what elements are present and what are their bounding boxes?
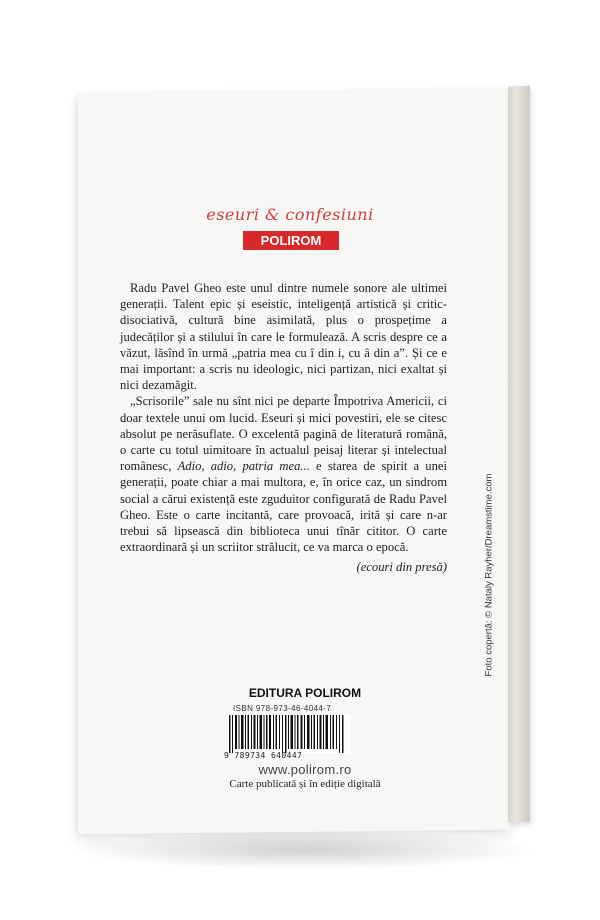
website-link[interactable]: www.polirom.ro [258,762,352,777]
publisher-badge: POLIROM [243,231,339,250]
blurb-paragraph-2-end: e starea de spirit a unei generații, poate chiar a mai multora, e, în orice caz, un sindrom social a cărui existență este zguduitor configurată de Radu Pavel Gheo. Este o carte incitantă, care provoacă, irită și care n-ar trebui să lipsească din biblioteca unui tînăr cititor. O carte extraordinară și un scriitor strălucit, ce va marca o epocă. [120,459,447,555]
blurb-paragraph-1: Radu Pavel Gheo este unul dintre numele sonore ale ultimei generații. Talent epic și eseistic, inteligență artistică și critic-disociativă, cultură bine asimilată, plus o prospețime a judecăților și a stilului în care le formulează. A scris despre ce a văzut, lăsînd în urmă „patria mea cu î din i, cu â din a”. Și ce e mai important: a scris nu ideologic, nici partizan, nici exaltat și nici dezamăgit. [120,281,447,393]
publisher-name: EDITURA POLIROM [248,686,362,700]
barcode-digits: 9 789734 640447 [224,751,303,760]
blurb-source: (ecouri din presă) [356,560,447,575]
digital-edition-note: Carte publicată și în ediție digitală [229,778,381,790]
barcode-bars [227,715,351,753]
series-title: eseuri & confesiuni [206,205,374,224]
blurb-paragraph-2-start: „Scrisorile” sale nu sînt nici pe departe Împotriva Americii, ci doar textele unui om lucid. Eseuri și mici povestiri, ele se citesc absolut pe nerăsuflate. O excelentă pagină de literatură română, o carte cu totul uimitoare în actualul peisaj literar și intelectual românesc, [120,394,447,474]
blurb-paragraph-2 [120,393,447,555]
book-title-italic: Adio, adio, patria mea... [177,459,310,474]
barcode-icon [227,715,351,753]
photo-credit-text: Foto copertă: © Nataly Rayher/Dreamstime.com [483,473,495,677]
isbn-number: ISBN 978-973-46-4044-7 [233,704,332,713]
blurb-text [120,280,447,576]
book-spine [508,86,530,822]
